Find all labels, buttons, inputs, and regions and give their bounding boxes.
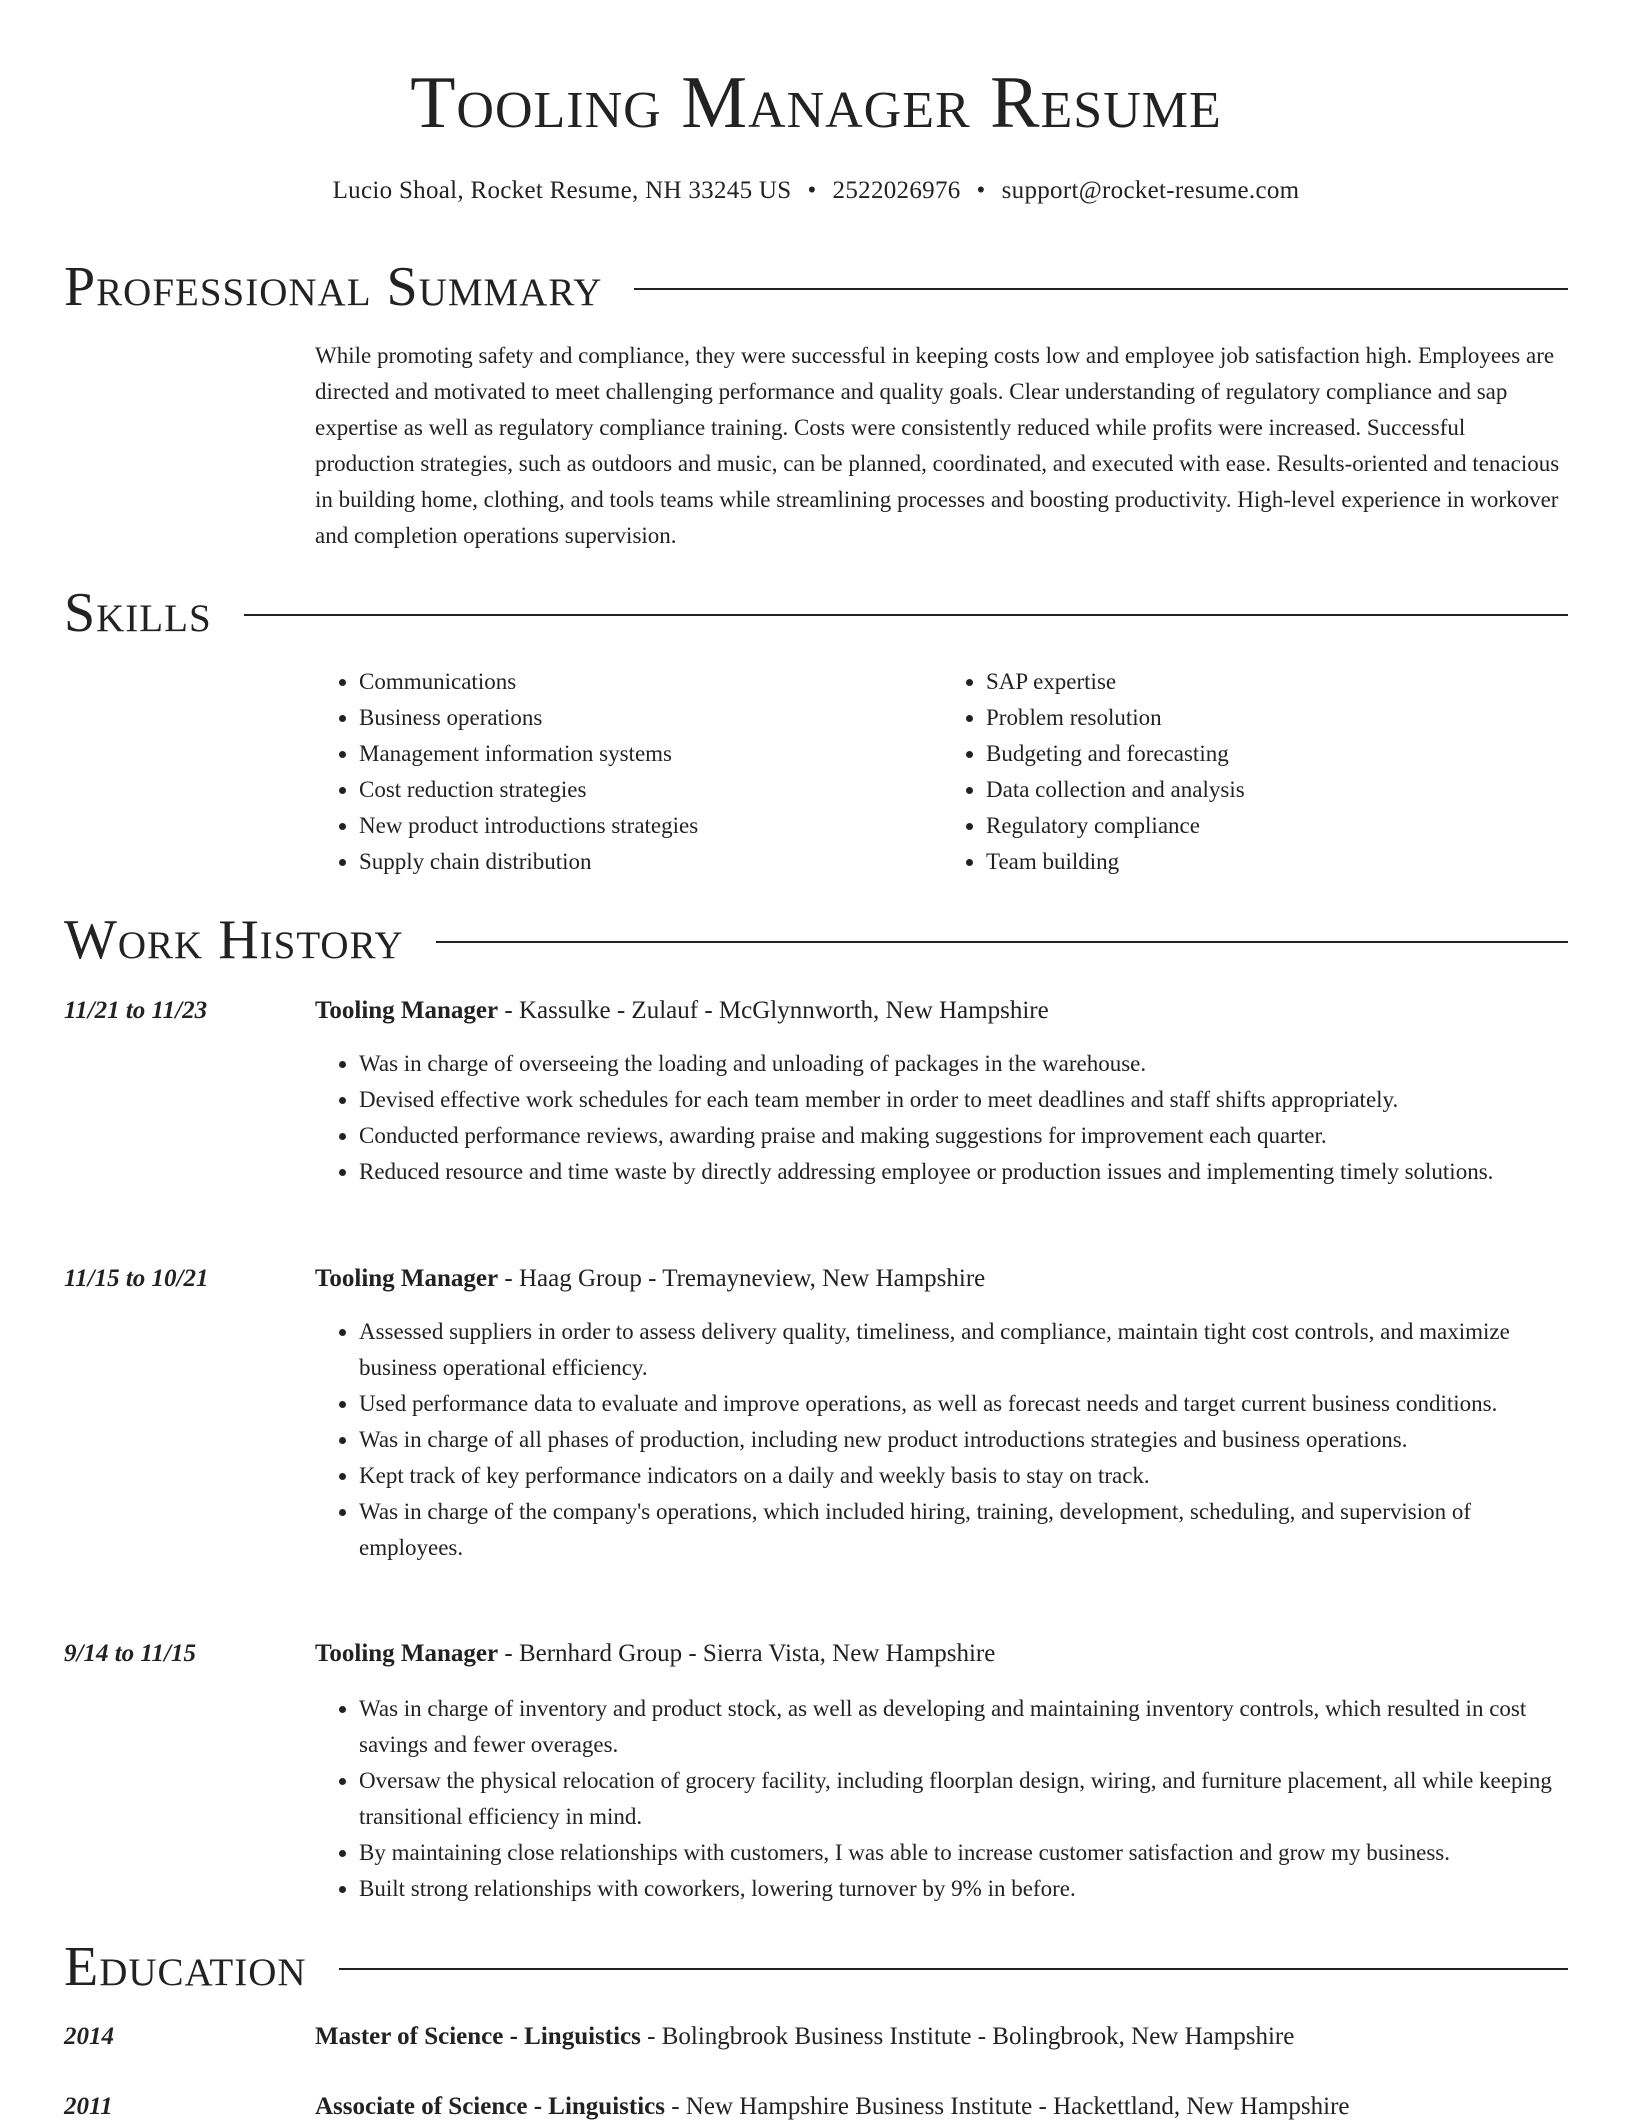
education-school: - New Hampshire Business Institute - Hackettland, New Hampshire xyxy=(664,2093,1350,2120)
skill-item: • SAP expertise xyxy=(986,664,1569,700)
education-degree: Associate of Science - Linguistics xyxy=(315,2093,665,2120)
job-bullets xyxy=(315,1691,1569,1907)
education-entry xyxy=(315,2019,1569,2055)
job-bullet: • By maintaining close relationships with customers, I was able to increase customer satisfaction and grow my business. xyxy=(359,1835,1569,1871)
job-heading xyxy=(315,1636,1569,1672)
skill-item: • Communications xyxy=(359,664,942,700)
job-heading xyxy=(315,1261,1569,1297)
skills-columns xyxy=(315,664,1569,880)
education-entry xyxy=(315,2089,1569,2125)
job-bullet: • Kept track of key performance indicators on a daily and weekly basis to stay on track. xyxy=(359,1458,1569,1494)
job-bullet: • Was in charge of all phases of production, including new product introductions strategies and business operations. xyxy=(359,1422,1569,1458)
job-employer: - Haag Group - Tremayneview, New Hampshire xyxy=(498,1265,986,1292)
summary-section-header xyxy=(64,252,1568,322)
job-bullet: • Assessed suppliers in order to assess delivery quality, timeliness, and compliance, maintain tight cost controls, and maximize business operational efficiency. xyxy=(359,1314,1569,1386)
page-title: Tooling Manager Resume xyxy=(410,62,1222,144)
skill-item: • Business operations xyxy=(359,700,942,736)
contact-separator: • xyxy=(976,177,986,204)
job-title: Tooling Manager xyxy=(315,997,499,1024)
skill-item: • Data collection and analysis xyxy=(986,772,1569,808)
skill-item: • Cost reduction strategies xyxy=(359,772,942,808)
job-bullet: • Was in charge of the company's operations, which included hiring, training, development, scheduling, and supervision of employees. xyxy=(359,1494,1569,1566)
education-year: 2014 xyxy=(64,2023,114,2050)
skill-item: • Problem resolution xyxy=(986,700,1569,736)
job-bullet: • Reduced resource and time waste by directly addressing employee or production issues and implementing timely solutions. xyxy=(359,1154,1569,1190)
skill-item: • New product introductions strategies xyxy=(359,808,942,844)
job-bullet: • Devised effective work schedules for each team member in order to meet deadlines and staff shifts appropriately. xyxy=(359,1082,1569,1118)
contact-address: Lucio Shoal, Rocket Resume, NH 33245 US xyxy=(332,177,792,204)
skills-section-header xyxy=(64,578,1568,648)
education-degree: Master of Science - Linguistics xyxy=(315,2023,641,2050)
job-bullet: • Was in charge of inventory and product stock, as well as developing and maintaining inventory controls, which resulted in cost savings and fewer overages. xyxy=(359,1691,1569,1763)
job-heading xyxy=(315,993,1569,1029)
contact-separator: • xyxy=(807,177,817,204)
education-year: 2011 xyxy=(64,2093,113,2120)
job-bullet: • Used performance data to evaluate and improve operations, as well as forecast needs and target current business conditions. xyxy=(359,1386,1569,1422)
skills-list-left xyxy=(315,664,942,880)
job-dates: 11/15 to 10/21 xyxy=(64,1265,209,1292)
work-heading: Work History xyxy=(64,909,404,971)
education-school: - Bolingbrook Business Institute - Bolingbrook, New Hampshire xyxy=(640,2023,1295,2050)
skill-item: • Team building xyxy=(986,844,1569,880)
job-dates: 11/21 to 11/23 xyxy=(64,997,208,1024)
section-divider xyxy=(634,288,1568,290)
work-section-header xyxy=(64,905,1568,975)
section-divider xyxy=(339,1968,1568,1970)
contact-line xyxy=(0,174,1632,208)
job-bullets xyxy=(315,1046,1569,1190)
contact-email: support@rocket-resume.com xyxy=(1001,177,1300,204)
contact-phone: 2522026976 xyxy=(832,177,961,204)
job-employer: - Kassulke - Zulauf - McGlynnworth, New Hampshire xyxy=(498,997,1049,1024)
skills-list-right xyxy=(942,664,1569,880)
job-bullet: • Built strong relationships with coworkers, lowering turnover by 9% in before. xyxy=(359,1871,1569,1907)
summary-text: While promoting safety and compliance, they were successful in keeping costs low and employee job satisfaction high. Employees are directed and motivated to meet challenging performance and quality goals. Clear understanding of regulatory compliance and sap expertise as well as regulatory compliance training. Costs were consistently reduced while profits were increased. Successful production strategies, such as outdoors and music, can be planned, coordinated, and executed with ease. Results-oriented and tenacious in building home, clothing, and tools teams while streamlining processes and boosting productivity. High-level experience in workover and completion operations supervision. xyxy=(315,343,1560,548)
job-bullet: • Was in charge of overseeing the loading and unloading of packages in the warehouse. xyxy=(359,1046,1569,1082)
education-section-header xyxy=(64,1932,1568,2002)
job-bullet: • Conducted performance reviews, awarding praise and making suggestions for improvement each quarter. xyxy=(359,1118,1569,1154)
job-dates: 9/14 to 11/15 xyxy=(64,1640,196,1667)
skill-item: • Regulatory compliance xyxy=(986,808,1569,844)
job-title: Tooling Manager xyxy=(315,1265,499,1292)
education-heading: Education xyxy=(64,1936,307,1998)
skill-item: • Management information systems xyxy=(359,736,942,772)
skills-heading: Skills xyxy=(64,582,212,644)
job-employer: - Bernhard Group - Sierra Vista, New Hampshire xyxy=(498,1640,996,1667)
job-title: Tooling Manager xyxy=(315,1640,499,1667)
skill-item: • Supply chain distribution xyxy=(359,844,942,880)
job-bullet: • Oversaw the physical relocation of grocery facility, including floorplan design, wiring, and furniture placement, all while keeping transitional efficiency in mind. xyxy=(359,1763,1569,1835)
skill-item: • Budgeting and forecasting xyxy=(986,736,1569,772)
summary-heading: Professional Summary xyxy=(64,256,603,318)
section-divider xyxy=(436,941,1568,943)
job-bullets xyxy=(315,1314,1569,1566)
section-divider xyxy=(244,614,1568,616)
